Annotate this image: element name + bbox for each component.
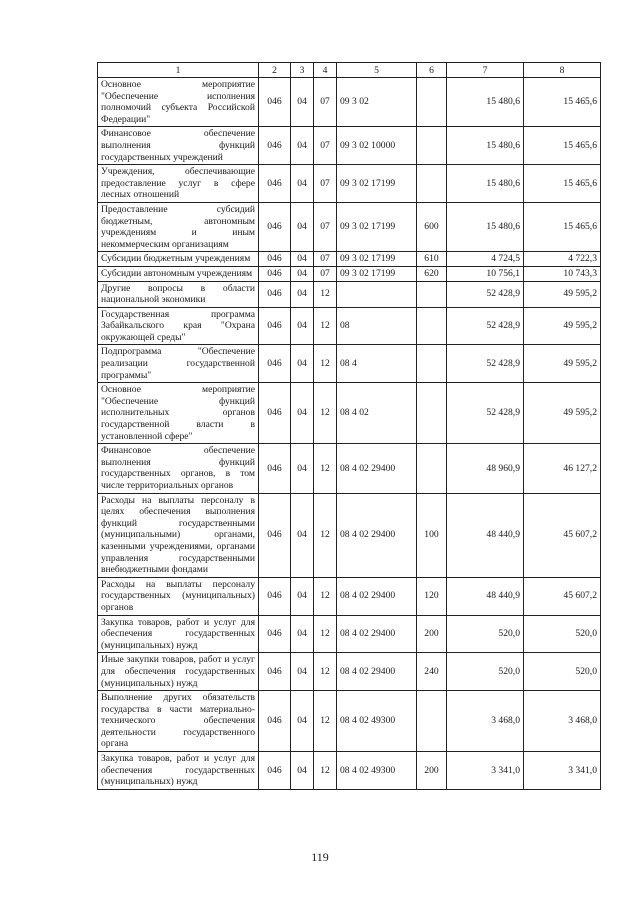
cell-expense-type: 200 — [417, 615, 447, 653]
cell-expense-type — [417, 444, 447, 493]
cell-target-article: 08 4 02 29400 — [337, 577, 417, 615]
cell-expense-type: 600 — [417, 202, 447, 251]
cell-rz: 04 — [291, 577, 314, 615]
cell-sum-2: 49 595,2 — [524, 281, 601, 307]
cell-sum-2: 15 465,6 — [524, 165, 601, 203]
cell-rz: 04 — [291, 252, 314, 267]
header-col-5: 5 — [337, 63, 417, 78]
cell-sum-2: 520,0 — [524, 615, 601, 653]
header-col-4: 4 — [314, 63, 337, 78]
cell-name: Основное мероприятие "Обеспечение функций исполнительных органов государственной власти в установленной сфере" — [98, 383, 259, 444]
cell-expense-type — [417, 383, 447, 444]
cell-sum-1: 3 468,0 — [447, 691, 524, 752]
table-row — [98, 252, 601, 267]
cell-rz: 04 — [291, 653, 314, 691]
cell-sum-2: 49 595,2 — [524, 345, 601, 383]
cell-sum-2: 3 468,0 — [524, 691, 601, 752]
header-col-2: 2 — [259, 63, 291, 78]
cell-rz: 04 — [291, 281, 314, 307]
cell-sum-1: 52 428,9 — [447, 307, 524, 345]
table-row — [98, 615, 601, 653]
cell-sum-2: 3 341,0 — [524, 752, 601, 790]
cell-pr: 12 — [314, 653, 337, 691]
cell-rz: 04 — [291, 615, 314, 653]
cell-pr: 07 — [314, 252, 337, 267]
cell-ved: 046 — [259, 345, 291, 383]
cell-ved: 046 — [259, 383, 291, 444]
cell-sum-1: 4 724,5 — [447, 252, 524, 267]
table-row — [98, 307, 601, 345]
cell-rz: 04 — [291, 345, 314, 383]
cell-expense-type — [417, 78, 447, 127]
cell-target-article: 08 4 02 29400 — [337, 493, 417, 577]
table-row — [98, 281, 601, 307]
cell-expense-type — [417, 127, 447, 165]
cell-rz: 04 — [291, 266, 314, 281]
cell-name: Финансовое обеспечение выполнения функций государственных учреждений — [98, 127, 259, 165]
cell-expense-type — [417, 307, 447, 345]
cell-rz: 04 — [291, 78, 314, 127]
cell-sum-1: 10 756,1 — [447, 266, 524, 281]
cell-sum-1: 520,0 — [447, 653, 524, 691]
cell-name: Основное мероприятие "Обеспечение исполнения полномочий субъекта Российской Федерации" — [98, 78, 259, 127]
cell-sum-2: 4 722,3 — [524, 252, 601, 267]
cell-name: Предоставление субсидий бюджетным, автономным учреждениям и иным некоммерческим организациям — [98, 202, 259, 251]
cell-name: Расходы на выплаты персоналу государственных (муниципальных) органов — [98, 577, 259, 615]
cell-rz: 04 — [291, 165, 314, 203]
cell-expense-type — [417, 345, 447, 383]
cell-ved: 046 — [259, 127, 291, 165]
cell-pr: 07 — [314, 127, 337, 165]
cell-pr: 12 — [314, 345, 337, 383]
cell-sum-1: 48 440,9 — [447, 493, 524, 577]
cell-expense-type: 240 — [417, 653, 447, 691]
cell-name: Закупка товаров, работ и услуг для обеспечения государственных (муниципальных) нужд — [98, 615, 259, 653]
table-row — [98, 202, 601, 251]
cell-target-article: 08 4 02 29400 — [337, 653, 417, 691]
table-row — [98, 691, 601, 752]
cell-sum-1: 48 440,9 — [447, 577, 524, 615]
cell-expense-type — [417, 691, 447, 752]
cell-target-article: 08 4 02 29400 — [337, 444, 417, 493]
cell-name: Расходы на выплаты персоналу в целях обеспечения выполнения функций государственными (муниципальными) органами, казенными учреждениями, органами управления государственными внебюджетными фондами — [98, 493, 259, 577]
cell-pr: 07 — [314, 78, 337, 127]
cell-sum-2: 45 607,2 — [524, 493, 601, 577]
cell-ved: 046 — [259, 165, 291, 203]
table-row — [98, 383, 601, 444]
cell-target-article: 09 3 02 17199 — [337, 252, 417, 267]
cell-target-article: 08 4 02 29400 — [337, 615, 417, 653]
cell-ved: 046 — [259, 444, 291, 493]
cell-sum-1: 48 960,9 — [447, 444, 524, 493]
cell-pr: 07 — [314, 266, 337, 281]
cell-rz: 04 — [291, 691, 314, 752]
cell-name: Иные закупки товаров, работ и услуг для обеспечения государственных (муниципальных) нужд — [98, 653, 259, 691]
cell-name: Финансовое обеспечение выполнения функций государственных органов, в том числе территориальных органов — [98, 444, 259, 493]
cell-target-article: 09 3 02 17199 — [337, 202, 417, 251]
cell-name: Субсидии автономным учреждениям — [98, 266, 259, 281]
cell-pr: 12 — [314, 444, 337, 493]
cell-expense-type: 200 — [417, 752, 447, 790]
table-row — [98, 345, 601, 383]
page-number: 119 — [311, 850, 329, 864]
table-row — [98, 78, 601, 127]
cell-sum-2: 49 595,2 — [524, 383, 601, 444]
cell-ved: 046 — [259, 493, 291, 577]
cell-sum-1: 15 480,6 — [447, 202, 524, 251]
header-col-3: 3 — [291, 63, 314, 78]
cell-expense-type — [417, 165, 447, 203]
cell-rz: 04 — [291, 752, 314, 790]
cell-expense-type: 120 — [417, 577, 447, 615]
cell-sum-2: 15 465,6 — [524, 78, 601, 127]
cell-sum-2: 15 465,6 — [524, 202, 601, 251]
cell-sum-1: 52 428,9 — [447, 383, 524, 444]
cell-sum-1: 52 428,9 — [447, 345, 524, 383]
cell-sum-2: 10 743,3 — [524, 266, 601, 281]
cell-target-article: 09 3 02 17199 — [337, 165, 417, 203]
cell-name: Государственная программа Забайкальского края "Охрана окружающей среды" — [98, 307, 259, 345]
cell-ved: 046 — [259, 281, 291, 307]
cell-sum-2: 46 127,2 — [524, 444, 601, 493]
cell-pr: 12 — [314, 307, 337, 345]
cell-target-article: 09 3 02 — [337, 78, 417, 127]
cell-name: Выполнение других обязательств государства в части материально-технического обеспечения деятельности государственного органа — [98, 691, 259, 752]
cell-target-article: 08 4 02 49300 — [337, 691, 417, 752]
cell-pr: 12 — [314, 577, 337, 615]
header-row — [98, 63, 601, 78]
cell-rz: 04 — [291, 383, 314, 444]
cell-sum-2: 49 595,2 — [524, 307, 601, 345]
cell-expense-type — [417, 281, 447, 307]
cell-sum-2: 15 465,6 — [524, 127, 601, 165]
cell-sum-1: 15 480,6 — [447, 78, 524, 127]
cell-ved: 046 — [259, 78, 291, 127]
header-col-7: 7 — [447, 63, 524, 78]
cell-name: Закупка товаров, работ и услуг для обеспечения государственных (муниципальных) нужд — [98, 752, 259, 790]
header-col-6: 6 — [417, 63, 447, 78]
cell-target-article: 08 4 02 — [337, 383, 417, 444]
cell-sum-1: 15 480,6 — [447, 165, 524, 203]
table-row — [98, 127, 601, 165]
cell-rz: 04 — [291, 444, 314, 493]
table-body — [98, 78, 601, 790]
cell-target-article — [337, 281, 417, 307]
cell-pr: 12 — [314, 752, 337, 790]
cell-pr: 12 — [314, 493, 337, 577]
cell-target-article: 08 4 — [337, 345, 417, 383]
cell-ved: 046 — [259, 752, 291, 790]
budget-table — [97, 62, 601, 790]
cell-pr: 12 — [314, 615, 337, 653]
cell-name: Учреждения, обеспечивающие предоставление услуг в сфере лесных отношений — [98, 165, 259, 203]
table-row — [98, 493, 601, 577]
cell-name: Подпрограмма "Обеспечение реализации государственной программы" — [98, 345, 259, 383]
cell-rz: 04 — [291, 307, 314, 345]
cell-sum-1: 15 480,6 — [447, 127, 524, 165]
cell-expense-type: 610 — [417, 252, 447, 267]
cell-rz: 04 — [291, 202, 314, 251]
cell-ved: 046 — [259, 202, 291, 251]
cell-sum-2: 45 607,2 — [524, 577, 601, 615]
cell-target-article: 08 4 02 49300 — [337, 752, 417, 790]
cell-rz: 04 — [291, 493, 314, 577]
header-col-8: 8 — [524, 63, 601, 78]
cell-ved: 046 — [259, 691, 291, 752]
table-row — [98, 444, 601, 493]
cell-ved: 046 — [259, 577, 291, 615]
table-row — [98, 752, 601, 790]
cell-pr: 12 — [314, 383, 337, 444]
table-row — [98, 653, 601, 691]
cell-name: Субсидии бюджетным учреждениям — [98, 252, 259, 267]
table-row — [98, 577, 601, 615]
cell-expense-type: 620 — [417, 266, 447, 281]
cell-ved: 046 — [259, 252, 291, 267]
cell-sum-1: 52 428,9 — [447, 281, 524, 307]
table-header — [98, 63, 601, 78]
cell-name: Другие вопросы в области национальной экономики — [98, 281, 259, 307]
cell-pr: 12 — [314, 691, 337, 752]
cell-target-article: 08 — [337, 307, 417, 345]
cell-ved: 046 — [259, 653, 291, 691]
cell-rz: 04 — [291, 127, 314, 165]
cell-sum-2: 520,0 — [524, 653, 601, 691]
cell-ved: 046 — [259, 266, 291, 281]
cell-sum-1: 3 341,0 — [447, 752, 524, 790]
table-row — [98, 165, 601, 203]
cell-target-article: 09 3 02 10000 — [337, 127, 417, 165]
cell-pr: 07 — [314, 165, 337, 203]
cell-pr: 07 — [314, 202, 337, 251]
header-col-1: 1 — [98, 63, 259, 78]
table-row — [98, 266, 601, 281]
cell-pr: 12 — [314, 281, 337, 307]
cell-target-article: 09 3 02 17199 — [337, 266, 417, 281]
cell-sum-1: 520,0 — [447, 615, 524, 653]
cell-ved: 046 — [259, 307, 291, 345]
cell-expense-type: 100 — [417, 493, 447, 577]
cell-ved: 046 — [259, 615, 291, 653]
